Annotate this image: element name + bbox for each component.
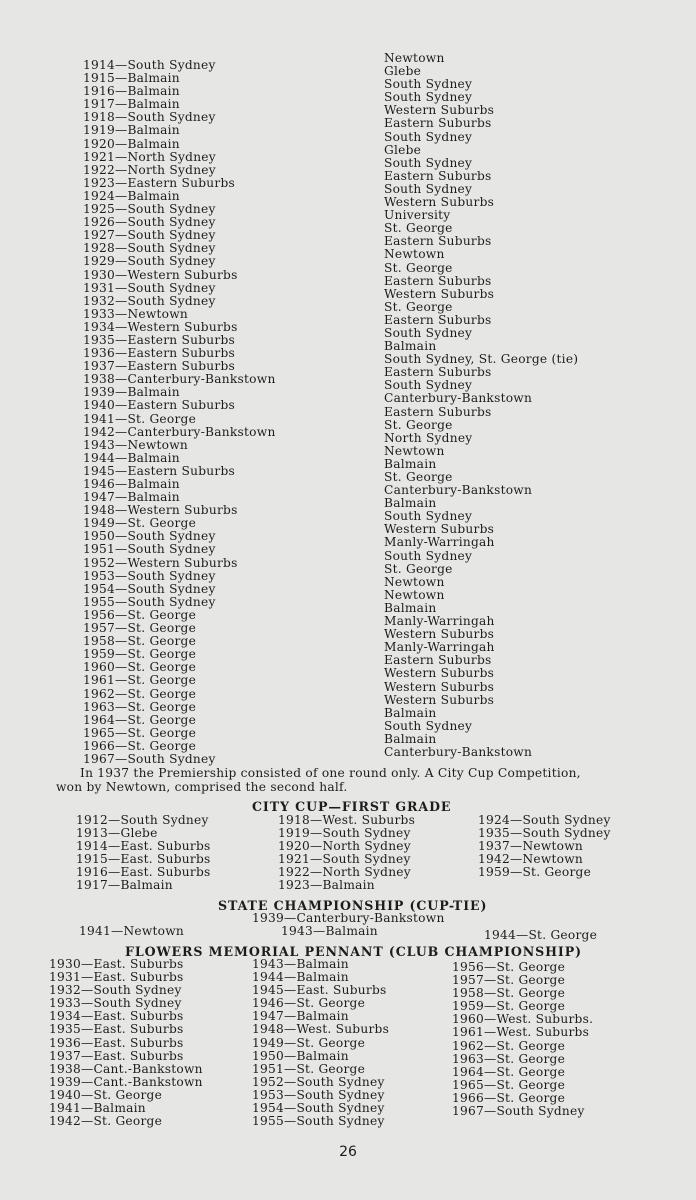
premiership-winner-entry: 1964—St. George bbox=[83, 712, 197, 727]
premiership-runner-up-entry: Newtown bbox=[384, 443, 445, 458]
premiership-runner-up-entry: Manly-Warringah bbox=[384, 640, 495, 655]
premiership-winner-entry: 1924—Balmain bbox=[83, 188, 180, 203]
flowers-pennant-entry: 1933—South Sydney bbox=[49, 996, 182, 1011]
premiership-runner-up-entry: Balmain bbox=[384, 731, 437, 746]
premiership-runner-up-entry: Western Suburbs bbox=[384, 679, 495, 694]
premiership-winner-entry: 1918—South Sydney bbox=[83, 110, 216, 125]
premiership-winner-entry: 1939—Balmain bbox=[83, 385, 180, 400]
premiership-winner-entry: 1956—St. George bbox=[83, 607, 197, 622]
city-cup-entry: 1919—South Sydney bbox=[278, 826, 411, 841]
premiership-runner-up-entry: Western Suburbs bbox=[384, 692, 495, 707]
premiership-runner-up-entry: Eastern Suburbs bbox=[384, 168, 492, 183]
premiership-runner-up-entry: St. George bbox=[384, 417, 453, 432]
premiership-runner-up-entry: Eastern Suburbs bbox=[384, 404, 492, 419]
city-cup-entry: 1914—East. Suburbs bbox=[76, 839, 211, 854]
flowers-pennant-entry: 1939—Cant.-Bankstown bbox=[49, 1074, 203, 1089]
state-championship-1943: 1943—Balmain bbox=[281, 924, 378, 938]
premiership-runner-up-entry: Canterbury-Bankstown bbox=[384, 483, 533, 498]
state-championship-1944: 1944—St. George bbox=[484, 928, 598, 942]
flowers-pennant-entry: 1954—South Sydney bbox=[252, 1101, 385, 1116]
premiership-runner-up-entry: South Sydney, St. George (tie) bbox=[384, 352, 579, 367]
premiership-winner-entry: 1937—Eastern Suburbs bbox=[83, 359, 236, 374]
premiership-runner-up-entry: South Sydney bbox=[384, 509, 473, 524]
city-cup-entry: 1912—South Sydney bbox=[76, 813, 209, 827]
premiership-runner-up-entry: Balmain bbox=[384, 496, 437, 511]
city-cup-entry: 1918—West. Suburbs bbox=[278, 813, 416, 827]
flowers-pennant-entry: 1953—South Sydney bbox=[252, 1087, 385, 1102]
flowers-pennant-entry: 1948—West. Suburbs bbox=[252, 1022, 390, 1037]
city-cup-entry: 1924—South Sydney bbox=[478, 813, 611, 827]
flowers-pennant-entry: 1951—St. George bbox=[252, 1061, 366, 1076]
state-championship-1939: 1939—Canterbury-Bankstown bbox=[252, 911, 445, 925]
premiership-winner-entry: 1949—St. George bbox=[83, 516, 197, 531]
premiership-winner-entry: 1940—Eastern Suburbs bbox=[83, 398, 236, 413]
premiership-runner-up-entry: South Sydney bbox=[384, 548, 473, 563]
city-cup-entry: 1922—North Sydney bbox=[278, 865, 411, 880]
premiership-runner-up-entry: Newtown bbox=[384, 247, 445, 262]
premiership-runner-up-entry: Balmain bbox=[384, 456, 437, 471]
premiership-runner-up-entry: Balmain bbox=[384, 600, 437, 615]
flowers-pennant-entry: 1959—St. George bbox=[452, 999, 566, 1014]
premiership-winner-entry: 1960—St. George bbox=[83, 660, 197, 675]
premiership-winner-entry: 1959—St. George bbox=[83, 647, 197, 662]
premiership-winner-entry: 1917—Balmain bbox=[83, 97, 180, 112]
premiership-runner-up-entry: South Sydney bbox=[384, 77, 473, 92]
city-cup-entry: 1942—Newtown bbox=[478, 852, 584, 867]
premiership-winner-entry: 1927—South Sydney bbox=[83, 228, 216, 243]
premiership-runner-up-entry: Western Suburbs bbox=[384, 195, 495, 210]
flowers-pennant-entry: 1965—St. George bbox=[452, 1077, 566, 1092]
flowers-pennant-heading: FLOWERS MEMORIAL PENNANT (CLUB CHAMPIONSHIP) bbox=[125, 944, 582, 959]
premiership-runner-up-entry: South Sydney bbox=[384, 129, 473, 144]
flowers-pennant-entry: 1958—St. George bbox=[452, 986, 566, 1001]
flowers-pennant-entry: 1961—West. Suburbs bbox=[452, 1025, 590, 1040]
premiership-runner-up-entry: Eastern Suburbs bbox=[384, 273, 492, 288]
premiership-winner-entry: 1946—Balmain bbox=[83, 477, 180, 491]
premiership-runner-up-entry: Glebe bbox=[384, 64, 422, 79]
premiership-winner-entry: 1948—Western Suburbs bbox=[83, 503, 238, 518]
premiership-winner-entry: 1921—North Sydney bbox=[83, 149, 216, 164]
premiership-runner-up-entry: South Sydney bbox=[384, 155, 473, 170]
premiership-winner-entry: 1953—South Sydney bbox=[83, 568, 216, 583]
flowers-pennant-entry: 1946—St. George bbox=[252, 996, 366, 1011]
premiership-winner-entry: 1941—St. George bbox=[83, 411, 197, 426]
premiership-note-line-2: won by Newtown, comprised the second half. bbox=[56, 779, 348, 794]
premiership-winner-entry: 1926—South Sydney bbox=[83, 215, 216, 230]
flowers-pennant-entry: 1966—St. George bbox=[452, 1090, 566, 1105]
premiership-winner-entry: 1914—South Sydney bbox=[83, 58, 216, 72]
premiership-runner-up-entry: South Sydney bbox=[384, 90, 473, 105]
premiership-runner-up-entry: Manly-Warringah bbox=[384, 614, 495, 629]
flowers-pennant-entry: 1947—Balmain bbox=[252, 1009, 349, 1024]
premiership-runner-up-entry: Western Suburbs bbox=[384, 666, 495, 681]
city-cup-column-2 bbox=[278, 814, 415, 893]
flowers-pennant-entry: 1952—South Sydney bbox=[252, 1074, 385, 1089]
city-cup-column-3 bbox=[478, 814, 611, 879]
premiership-winner-entry: 1952—Western Suburbs bbox=[83, 555, 238, 570]
premiership-winner-entry: 1930—Western Suburbs bbox=[83, 267, 238, 282]
premiership-winner-entry: 1958—St. George bbox=[83, 634, 197, 649]
premiership-runner-up-entry: Newtown bbox=[384, 51, 445, 65]
premiership-runner-up-entry: South Sydney bbox=[384, 325, 473, 340]
premiership-runner-up-entry: Glebe bbox=[384, 142, 422, 157]
premiership-winner-entry: 1920—Balmain bbox=[83, 136, 180, 151]
premiership-winner-entry: 1933—Newtown bbox=[83, 306, 189, 321]
premiership-runner-up-entry: South Sydney bbox=[384, 181, 473, 196]
flowers-pennant-entry: 1949—St. George bbox=[252, 1035, 366, 1050]
premiership-winner-entry: 1919—Balmain bbox=[83, 123, 180, 138]
flowers-pennant-entry: 1942—St. George bbox=[49, 1114, 163, 1129]
city-cup-entry: 1913—Glebe bbox=[76, 826, 158, 841]
premiership-winners-column bbox=[83, 59, 276, 766]
premiership-runner-up-entry: Eastern Suburbs bbox=[384, 234, 492, 249]
premiership-runner-up-entry: Eastern Suburbs bbox=[384, 365, 492, 380]
city-cup-entry: 1923—Balmain bbox=[278, 878, 375, 893]
premiership-runner-up-entry: St. George bbox=[384, 260, 453, 275]
premiership-winner-entry: 1945—Eastern Suburbs bbox=[83, 463, 236, 478]
premiership-winner-entry: 1942—Canterbury-Bankstown bbox=[83, 424, 276, 439]
state-championship-1941: 1941—Newtown bbox=[79, 924, 185, 938]
flowers-pennant-entry: 1957—St. George bbox=[452, 973, 566, 988]
flowers-pennant-entry: 1935—East. Suburbs bbox=[49, 1022, 184, 1037]
flowers-pennant-entry: 1930—East. Suburbs bbox=[49, 957, 184, 971]
city-cup-entry: 1916—East. Suburbs bbox=[76, 865, 211, 880]
flowers-pennant-entry: 1945—East. Suburbs bbox=[252, 983, 387, 998]
premiership-winner-entry: 1929—South Sydney bbox=[83, 254, 216, 269]
flowers-pennant-entry: 1967—South Sydney bbox=[452, 1104, 585, 1119]
city-cup-entry: 1921—South Sydney bbox=[278, 852, 411, 867]
premiership-runner-up-entry: St. George bbox=[384, 561, 453, 576]
city-cup-entry: 1915—East. Suburbs bbox=[76, 852, 211, 867]
premiership-runner-up-entry: Western Suburbs bbox=[384, 522, 495, 537]
premiership-runner-up-entry: Newtown bbox=[384, 587, 445, 602]
city-cup-entry: 1937—Newtown bbox=[478, 839, 584, 854]
city-cup-entry: 1920—North Sydney bbox=[278, 839, 411, 854]
premiership-runner-up-entry: St. George bbox=[384, 299, 453, 314]
premiership-winner-entry: 1967—South Sydney bbox=[83, 751, 216, 766]
premiership-runner-up-entry: South Sydney bbox=[384, 718, 473, 733]
premiership-winner-entry: 1962—St. George bbox=[83, 686, 197, 701]
premiership-note-line-1: In 1937 the Premiership consisted of one round only. A City Cup Competition, bbox=[80, 766, 581, 780]
premiership-winner-entry: 1916—Balmain bbox=[83, 84, 180, 99]
premiership-runner-up-entry: St. George bbox=[384, 221, 453, 236]
premiership-winner-entry: 1943—Newtown bbox=[83, 437, 189, 452]
flowers-pennant-entry: 1934—East. Suburbs bbox=[49, 1009, 184, 1024]
flowers-pennant-entry: 1963—St. George bbox=[452, 1051, 566, 1066]
premiership-runner-up-entry: North Sydney bbox=[384, 430, 473, 445]
flowers-pennant-column-1 bbox=[49, 958, 203, 1128]
premiership-winner-entry: 1963—St. George bbox=[83, 699, 197, 714]
premiership-runner-up-entry: Eastern Suburbs bbox=[384, 116, 492, 131]
premiership-winner-entry: 1966—St. George bbox=[83, 738, 197, 753]
premiership-winner-entry: 1932—South Sydney bbox=[83, 293, 216, 308]
premiership-runner-up-entry: Newtown bbox=[384, 574, 445, 589]
flowers-pennant-entry: 1941—Balmain bbox=[49, 1101, 146, 1116]
premiership-runner-up-entry: Balmain bbox=[384, 339, 437, 354]
flowers-pennant-entry: 1940—St. George bbox=[49, 1087, 163, 1102]
premiership-winner-entry: 1925—South Sydney bbox=[83, 202, 216, 217]
premiership-winner-entry: 1936—Eastern Suburbs bbox=[83, 346, 236, 361]
premiership-winner-entry: 1928—South Sydney bbox=[83, 241, 216, 256]
flowers-pennant-entry: 1936—East. Suburbs bbox=[49, 1035, 184, 1050]
premiership-runners-up-column bbox=[384, 52, 578, 759]
flowers-pennant-entry: 1943—Balmain bbox=[252, 957, 349, 971]
premiership-runner-up-entry: Balmain bbox=[384, 705, 437, 720]
premiership-winner-entry: 1934—Western Suburbs bbox=[83, 319, 238, 334]
flowers-pennant-entry: 1944—Balmain bbox=[252, 970, 349, 985]
city-cup-entry: 1917—Balmain bbox=[76, 878, 173, 893]
premiership-runner-up-entry: Eastern Suburbs bbox=[384, 653, 492, 668]
premiership-runner-up-entry: Eastern Suburbs bbox=[384, 312, 492, 327]
flowers-pennant-column-3 bbox=[452, 961, 593, 1118]
premiership-runner-up-entry: Canterbury-Bankstown bbox=[384, 391, 533, 406]
flowers-pennant-entry: 1960—West. Suburbs. bbox=[452, 1012, 594, 1027]
premiership-winner-entry: 1957—St. George bbox=[83, 621, 197, 636]
premiership-runner-up-entry: Canterbury-Bankstown bbox=[384, 744, 533, 759]
city-cup-entry: 1959—St. George bbox=[478, 865, 592, 880]
city-cup-heading: CITY CUP—FIRST GRADE bbox=[252, 799, 452, 814]
flowers-pennant-column-2 bbox=[252, 958, 389, 1128]
page-number: 26 bbox=[339, 1144, 357, 1160]
premiership-winner-entry: 1961—St. George bbox=[83, 673, 197, 688]
premiership-runner-up-entry: Western Suburbs bbox=[384, 286, 495, 301]
state-championship-heading: STATE CHAMPIONSHIP (CUP-TIE) bbox=[218, 898, 488, 913]
premiership-runner-up-entry: South Sydney bbox=[384, 378, 473, 393]
premiership-winner-entry: 1922—North Sydney bbox=[83, 162, 216, 177]
flowers-pennant-entry: 1964—St. George bbox=[452, 1064, 566, 1079]
premiership-winner-entry: 1954—South Sydney bbox=[83, 581, 216, 596]
premiership-winner-entry: 1935—Eastern Suburbs bbox=[83, 332, 236, 347]
premiership-winner-entry: 1923—Eastern Suburbs bbox=[83, 175, 236, 190]
premiership-runner-up-entry: St. George bbox=[384, 470, 453, 484]
flowers-pennant-entry: 1937—East. Suburbs bbox=[49, 1048, 184, 1063]
city-cup-column-1 bbox=[76, 814, 211, 893]
flowers-pennant-entry: 1956—St. George bbox=[452, 960, 566, 974]
premiership-runner-up-entry: Manly-Warringah bbox=[384, 535, 495, 550]
premiership-winner-entry: 1947—Balmain bbox=[83, 490, 180, 505]
premiership-winner-entry: 1955—South Sydney bbox=[83, 594, 216, 609]
premiership-winner-entry: 1944—Balmain bbox=[83, 450, 180, 465]
premiership-runner-up-entry: University bbox=[384, 208, 451, 223]
premiership-note bbox=[56, 767, 656, 794]
premiership-winner-entry: 1931—South Sydney bbox=[83, 280, 216, 295]
flowers-pennant-entry: 1938—Cant.-Bankstown bbox=[49, 1061, 203, 1076]
premiership-winner-entry: 1951—South Sydney bbox=[83, 542, 216, 557]
flowers-pennant-entry: 1932—South Sydney bbox=[49, 983, 182, 998]
city-cup-entry: 1935—South Sydney bbox=[478, 826, 611, 841]
flowers-pennant-entry: 1962—St. George bbox=[452, 1038, 566, 1053]
premiership-winner-entry: 1950—South Sydney bbox=[83, 529, 216, 544]
premiership-runner-up-entry: Western Suburbs bbox=[384, 103, 495, 118]
premiership-runner-up-entry: Western Suburbs bbox=[384, 627, 495, 642]
premiership-winner-entry: 1915—Balmain bbox=[83, 71, 180, 86]
flowers-pennant-entry: 1931—East. Suburbs bbox=[49, 970, 184, 985]
premiership-winner-entry: 1965—St. George bbox=[83, 725, 197, 740]
flowers-pennant-entry: 1955—South Sydney bbox=[252, 1114, 385, 1129]
flowers-pennant-entry: 1950—Balmain bbox=[252, 1048, 349, 1063]
premiership-winner-entry: 1938—Canterbury-Bankstown bbox=[83, 372, 276, 387]
